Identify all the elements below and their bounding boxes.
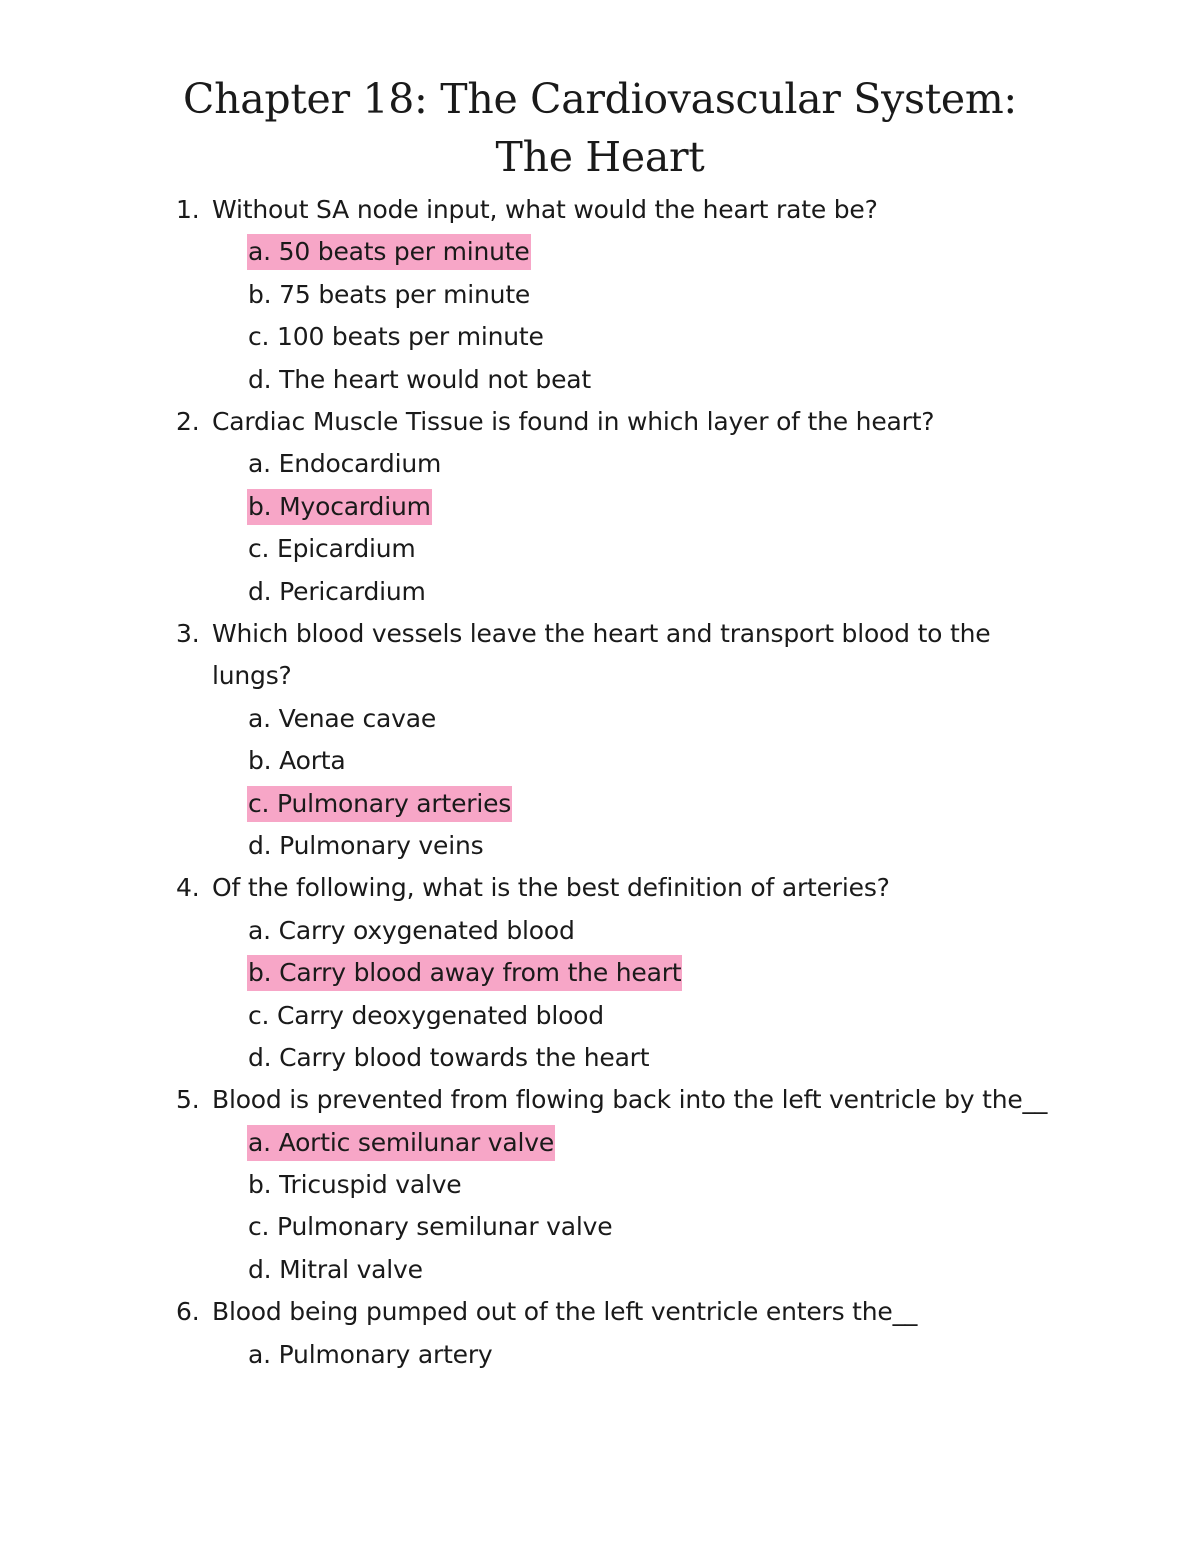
answer-option-text: c. Pulmonary semilunar valve [248, 1212, 613, 1242]
question-item [0, 1079, 1200, 1291]
question-text: Cardiac Muscle Tissue is found in which layer of the heart? [212, 406, 935, 436]
answer-option-text: d. The heart would not beat [248, 364, 591, 394]
answer-option-highlighted [247, 231, 1200, 273]
answer-option [247, 359, 1200, 401]
answer-option-text: a. Endocardium [248, 449, 442, 479]
answer-option [247, 1164, 1200, 1206]
answer-option-text: c. Epicardium [248, 534, 416, 564]
answer-options [0, 698, 1200, 868]
question-item [0, 1291, 1200, 1376]
answer-option-text: b. Tricuspid valve [248, 1170, 462, 1200]
answer-option-highlighted [247, 952, 1200, 994]
answer-option [247, 528, 1200, 570]
answer-option-highlighted [247, 486, 1200, 528]
answer-options [0, 1334, 1200, 1376]
answer-option-text: a. Carry oxygenated blood [248, 915, 575, 945]
answer-option-text: b. Carry blood away from the heart [247, 955, 682, 991]
answer-option-text: c. Pulmonary arteries [247, 786, 512, 822]
answer-option [247, 571, 1200, 613]
question-text: Of the following, what is the best definition of arteries? [212, 873, 890, 903]
answer-option-highlighted [247, 1122, 1200, 1164]
answer-option-text: d. Pulmonary veins [248, 830, 484, 860]
answer-option-text: d. Mitral valve [248, 1254, 423, 1284]
answer-option-text: c. Carry deoxygenated blood [248, 1000, 604, 1030]
answer-option [247, 316, 1200, 358]
answer-option [247, 1206, 1200, 1248]
question-number: 2. [176, 406, 200, 436]
question-text: Which blood vessels leave the heart and transport blood to the lungs? [212, 618, 991, 691]
answer-option-text: d. Carry blood towards the heart [248, 1042, 650, 1072]
question-text: Blood being pumped out of the left ventricle enters the__ [212, 1297, 918, 1327]
question-number: 5. [176, 1085, 200, 1115]
question-number: 1. [176, 195, 200, 224]
question-number: 3. [176, 618, 200, 648]
page-title: Chapter 18: The Cardiovascular System: The Heart [183, 75, 1017, 181]
question-item [0, 867, 1200, 1079]
answer-options [0, 1122, 1200, 1292]
answer-option [247, 698, 1200, 740]
answer-options [0, 443, 1200, 613]
answer-option [247, 740, 1200, 782]
answer-option [247, 274, 1200, 316]
question-text: Without SA node input, what would the heart rate be? [212, 195, 878, 224]
question-text: Blood is prevented from flowing back into the left ventricle by the__ [212, 1085, 1048, 1115]
answer-option [247, 995, 1200, 1037]
question-item [0, 613, 1200, 867]
answer-options [0, 910, 1200, 1080]
answer-option-text: c. 100 beats per minute [248, 322, 544, 352]
answer-option-text: b. Myocardium [247, 489, 432, 525]
question-list [0, 189, 1200, 1376]
answer-option [247, 825, 1200, 867]
question-item [0, 189, 1200, 401]
answer-option-text: d. Pericardium [248, 576, 426, 606]
answer-option-text: b. Aorta [248, 746, 346, 776]
answer-option-text: a. 50 beats per minute [247, 234, 531, 270]
answer-option [247, 1037, 1200, 1079]
question-item [0, 401, 1200, 613]
answer-option [247, 1249, 1200, 1291]
answer-option-highlighted [247, 783, 1200, 825]
answer-option [247, 443, 1200, 485]
answer-option [247, 1334, 1200, 1376]
question-number: 6. [176, 1297, 200, 1327]
question-number: 4. [176, 873, 200, 903]
answer-option-text: b. 75 beats per minute [248, 279, 531, 309]
answer-option-text: a. Venae cavae [248, 703, 437, 733]
answer-options [0, 231, 1200, 401]
answer-option-text: a. Aortic semilunar valve [247, 1125, 555, 1161]
answer-option-text: a. Pulmonary artery [248, 1339, 493, 1369]
answer-option [247, 910, 1200, 952]
